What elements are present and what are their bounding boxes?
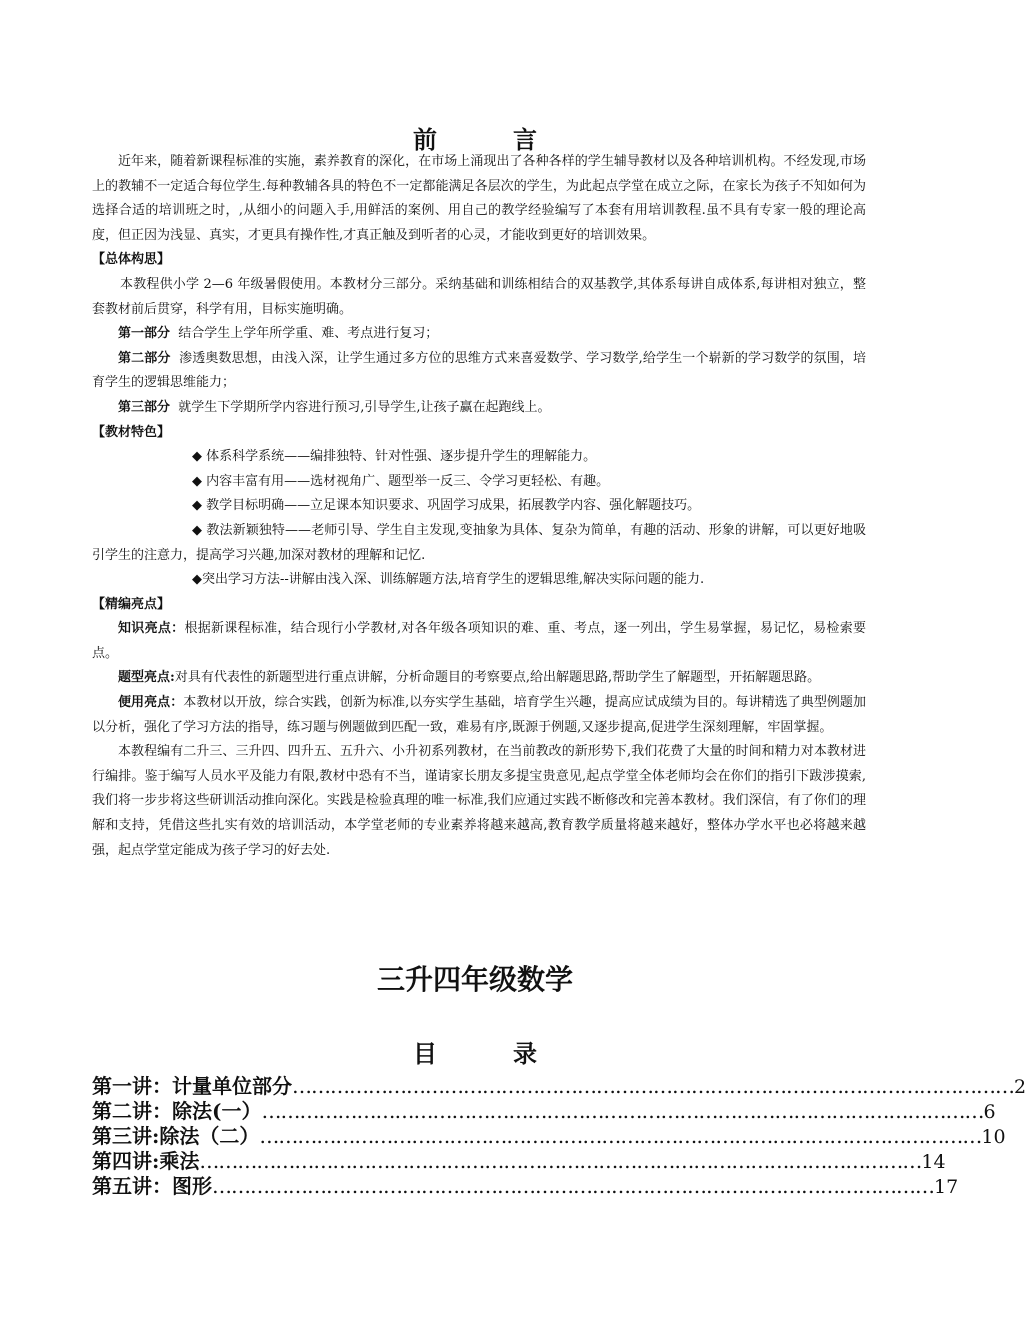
preface-body (92, 150, 866, 863)
highlight-question-types: 题型亮点:对具有代表性的新题型进行重点讲解，分析命题目的考察要点,给出解题思路,帮助学生了解题型，开拓解题思路。 (118, 670, 821, 686)
toc-entry-title: 第四讲:乘法 (92, 1149, 200, 1173)
overall-paragraph: 本教程供小学 2—6 年级暑假使用。本教材分三部分。采纳基础和训练相结合的双基教学,其体系每讲自成体系,每讲相对独立，整套教材前后贯穿，科学有用，目标实施明确。 (92, 276, 866, 317)
highlight-label: 知识亮点 (118, 621, 172, 637)
toc-leader-dots: …………………………………………………………………………………………………… (292, 1074, 1014, 1098)
features-heading: 【教材特色】 (92, 424, 171, 440)
toc-entry-title: 第一讲：计量单位部分 (92, 1074, 292, 1098)
feature-item: ◆ 教法新颖独特——老师引导、学生自主发现,变抽象为具体、复杂为简单，有趣的活动、形象的讲解，可以更好地吸引学生的注意力，提高学习兴趣,加深对教材的理解和记忆. (92, 522, 866, 563)
part-3 (92, 396, 866, 421)
highlight-label: 便用亮点 (118, 695, 171, 711)
toc-title: 目 录 (413, 1039, 563, 1068)
feature-item: ◆突出学习方法--讲解由浅入深、训练解题方法,培育学生的逻辑思维,解决实际问题的能力. (192, 572, 705, 588)
table-of-contents (92, 1074, 1026, 1199)
part-2-label: 第二部分 (118, 350, 171, 366)
part-1 (92, 322, 866, 347)
toc-entry[interactable] (92, 1074, 1026, 1099)
part-2-text: 渗透奥数思想，由浅入深，让学生通过多方位的思维方式来喜爱数学、学习数学,给学生一个崭新的学习数学的氛围，培育学生的逻辑思维能力； (92, 350, 866, 391)
toc-entry[interactable] (92, 1174, 959, 1199)
toc-entry-page: 2 (1014, 1076, 1026, 1098)
feature-item: ◆ 教学目标明确——立足课本知识要求、巩固学习成果，拓展教学内容、强化解题技巧。 (192, 498, 701, 514)
toc-entry-page: 14 (921, 1151, 946, 1173)
closing-paragraph: 本教程编有二升三、三升四、四升五、五升六、小升初系列教材，在当前教改的新形势下,我们花费了大量的时间和精力对本教材进行编排。鉴于编写人员水平及能力有限,教材中恐有不当，谨请家长朋友多提宝贵意见,起点学堂全体老师均会在你们的指引下跋涉摸索,我们将一步步将这些研训活动推向深化。实践是检验真理的唯一标准,我们应通过实践不断修改和完善本教材。我们深信，有了你们的理解和支持，凭借这些扎实有效的培训活动，本学堂老师的专业素养将越来越高,教育教学质量将越来越好，整体办学水平也必将越来越强，起点学堂定能成为孩子学习的好去处. (92, 744, 866, 858)
toc-leader-dots: …………………………………………………………………………………………………… (199, 1149, 922, 1173)
highlight-knowledge: 知识亮点：根据新课程标准，结合现行小学教材,对各年级各项知识的难、重、考点，逐一列出，学生易掌握，易记忆，易检索要点。 (92, 621, 866, 661)
highlight-label: 题型亮点 (118, 670, 171, 686)
highlights-heading: 【精编亮点】 (92, 596, 171, 612)
part-3-text: 就学生下学期所学内容进行预习,引导学生,让孩子赢在起跑线上。 (178, 399, 551, 415)
toc-entry-page: 10 (981, 1126, 1006, 1148)
highlight-text: 根据新课程标准，结合现行小学教材,对各年级各项知识的难、重、考点，逐一列出，学生易掌握，易记忆，易检索要点。 (92, 621, 866, 661)
main-title: 三升四年级数学 (376, 963, 573, 996)
part-3-label: 第三部分 (118, 399, 171, 415)
toc-entry-page: 17 (934, 1176, 959, 1198)
overall-heading: 【总体构思】 (92, 252, 171, 268)
highlight-text: 对具有代表性的新题型进行重点讲解，分析命题目的考察要点,给出解题思路,帮助学生了解题型，开拓解题思路。 (174, 670, 821, 686)
toc-entry-title: 第三讲:除法（二） (92, 1124, 260, 1148)
intro-paragraph: 近年来，随着新课程标准的实施，素养教育的深化，在市场上涌现出了各种各样的学生辅导教材以及各种培训机构。不经发现,市场上的教辅不一定适合每位学生.每种教辅各具的特色不一定都能满足各层次的学生，为此起点学堂在成立之际，在家长为孩子不知如何为选择合适的培训班之时，,从细小的问题入手,用鲜活的案例、用自己的教学经验编写了本套有用培训教程.虽不具有专家一般的理论高度，但正因为浅显、真实，才更具有操作性,才真正触及到听者的心灵，才能收到更好的培训效果。 (92, 154, 866, 243)
toc-entry-title: 第二讲：除法(一） (92, 1099, 262, 1123)
toc-entry[interactable] (92, 1124, 1006, 1149)
feature-item: ◆ 内容丰富有用——选材视角广、题型举一反三、令学习更轻松、有趣。 (192, 473, 610, 489)
toc-leader-dots: …………………………………………………………………………………………………… (261, 1099, 984, 1123)
toc-entry-title: 第五讲：图形 (92, 1174, 212, 1198)
toc-entry[interactable] (92, 1099, 996, 1124)
toc-leader-dots: …………………………………………………………………………………………………… (212, 1174, 934, 1198)
highlight-usability: 便用亮点：本教材以开放，综合实践，创新为标准,以夯实学生基础，培育学生兴趣，提高应试成绩为目的。每讲精选了典型例题加以分析，强化了学习方法的指导，练习题与例题做到匹配一致，难易有序,既源于例题,又逐步提高,促进学生深刻理解，牢固掌握。 (92, 695, 866, 735)
toc-entry[interactable] (92, 1149, 946, 1174)
part-1-label: 第一部分 (118, 326, 171, 342)
preface-title: 前 言 (413, 125, 563, 154)
highlight-text: 本教材以开放，综合实践，创新为标准,以夯实学生基础，培育学生兴趣，提高应试成绩为目的。每讲精选了典型例题加以分析，强化了学习方法的指导，练习题与例题做到匹配一致，难易有序,既源于例题,又逐步提高,促进学生深刻理解，牢固掌握。 (92, 695, 866, 735)
toc-entry-page: 6 (983, 1101, 996, 1123)
toc-leader-dots: …………………………………………………………………………………………………… (259, 1124, 982, 1148)
part-2 (92, 347, 866, 396)
feature-item: ◆ 体系科学系统——编排独特、针对性强、逐步提升学生的理解能力。 (192, 449, 597, 465)
part-1-text: 结合学生上学年所学重、难、考点进行复习； (178, 326, 439, 342)
